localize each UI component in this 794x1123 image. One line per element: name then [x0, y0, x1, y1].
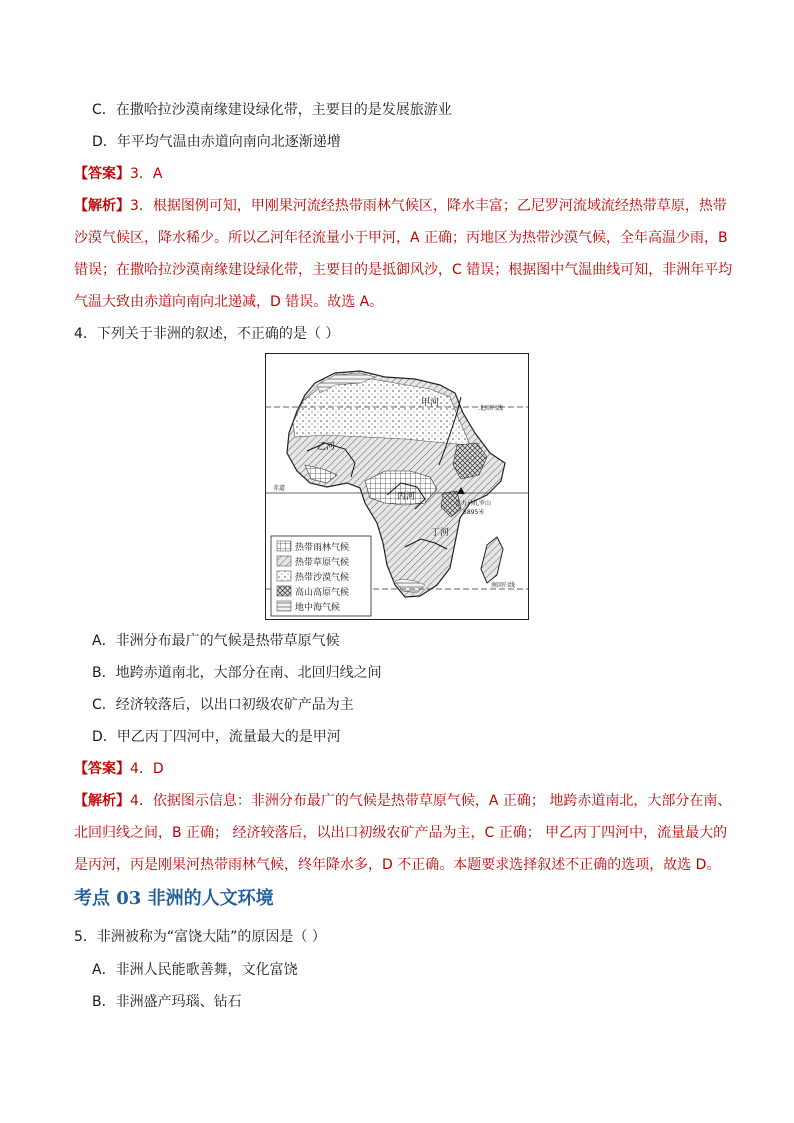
africa-map-figure — [265, 353, 529, 620]
legend-item-rainforest — [277, 541, 349, 553]
label-mountain-name: 乞力马扎罗山 — [455, 500, 492, 507]
answer-label: 【答案】 — [74, 166, 130, 182]
label-equator: 赤道 — [273, 485, 286, 492]
q3-analysis-line-4: 气温大致由赤道向南向北递减，D 错误。故选 A。 — [74, 294, 384, 310]
africa-climate-map — [265, 353, 529, 620]
q3-analysis-line-1: 【解析】3．根据图例可知，甲刚果河流经热带雨林气候区，降水丰富；乙尼罗河流域流经热带草原，热带 — [74, 198, 727, 214]
label-mountain-height: 5895米 — [463, 509, 485, 516]
answer-text: 4．D — [130, 761, 164, 777]
q3-option-c: C．在撒哈拉沙漠南缘建设绿化带，主要目的是发展旅游业 — [92, 102, 452, 118]
analysis-label: 【解析】 — [74, 793, 130, 809]
q4-analysis-line-2: 北回归线之间，B 正确； 经济较落后，以出口初级农矿产品为主，C 正确； 甲乙丙丁四河中，流量最大的 — [74, 825, 728, 841]
q5-stem: 5．非洲被称为“富饶大陆”的原因是（ ） — [74, 929, 326, 945]
svg-text:热带雨林气候: 热带雨林气候 — [295, 543, 350, 553]
legend-item-desert — [277, 571, 349, 583]
q4-analysis-line-1: 【解析】4．依据图示信息：非洲分布最广的气候是热带草原气候，A 正确； 地跨赤道南北，大部分在南、 — [74, 793, 732, 809]
svg-text:高山高原气候: 高山高原气候 — [295, 588, 350, 598]
label-tropic-north: 北回归线 — [479, 405, 504, 412]
legend-item-savanna — [277, 556, 349, 568]
legend-item-mediterranean — [277, 601, 340, 613]
q3-option-d: D．年平均气温由赤道向南向北逐渐递增 — [92, 134, 341, 150]
svg-text:热带沙漠气候: 热带沙漠气候 — [295, 573, 350, 583]
q5-option-b: B．非洲盛产玛瑙、钻石 — [92, 994, 242, 1010]
label-ding-river: 丁河 — [431, 528, 450, 538]
label-bing-river: 丙河 — [397, 492, 416, 502]
q3-answer — [74, 164, 162, 184]
svg-text:热带草原气候: 热带草原气候 — [295, 558, 350, 568]
q4-option-b: B．地跨赤道南北，大部分在南、北回归线之间 — [92, 665, 382, 681]
svg-text:地中海气候: 地中海气候 — [295, 603, 341, 613]
q4-stem: 4．下列关于非洲的叙述，不正确的是（ ） — [74, 326, 340, 342]
q4-answer — [74, 759, 164, 779]
answer-text: 3．A — [130, 166, 163, 182]
q3-analysis-line-2: 沙漠气候区，降水稀少。所以乙河年径流量小于甲河，A 正确；丙地区为热带沙漠气候，全年高温少雨，B — [74, 230, 728, 246]
label-tropic-south: 南回归线 — [491, 582, 516, 589]
section-heading: 考点 03 非洲的人文环境 — [74, 888, 274, 909]
legend-item-highland — [277, 586, 349, 598]
answer-label: 【答案】 — [74, 761, 130, 777]
label-jia-river: 甲河 — [421, 398, 440, 408]
q4-option-c: C．经济较落后，以出口初级农矿产品为主 — [92, 697, 354, 713]
analysis-label: 【解析】 — [74, 198, 130, 214]
q3-analysis-line-3: 错误；在撒哈拉沙漠南缘建设绿化带，主要目的是抵御风沙，C 错误；根据图中气温曲线可知，非洲年平均 — [74, 262, 733, 278]
q4-option-d: D．甲乙丙丁四河中，流量最大的是甲河 — [92, 729, 341, 745]
q4-analysis-line-3: 是丙河，丙是刚果河热带雨林气候，终年降水多，D 不正确。本题要求选择叙述不正确的选项，故选 D。 — [74, 857, 721, 873]
label-yi-river: 乙河 — [317, 442, 336, 452]
q4-option-a: A．非洲分布最广的气候是热带草原气候 — [92, 633, 340, 649]
q5-option-a: A．非洲人民能歌善舞，文化富饶 — [92, 962, 298, 978]
